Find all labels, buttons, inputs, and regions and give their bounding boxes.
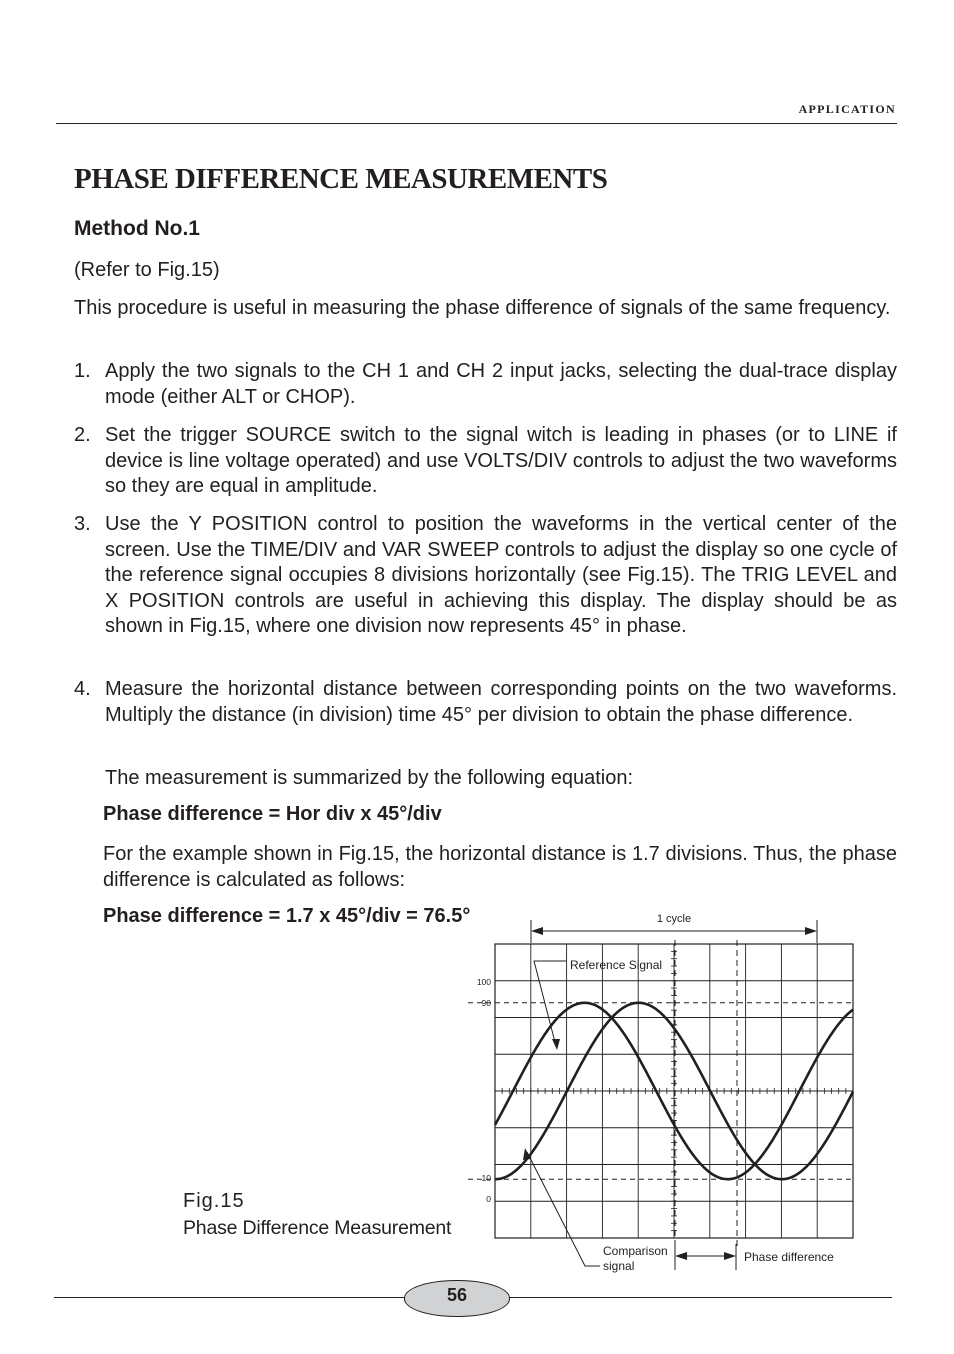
comparison-label-line2: signal — [603, 1259, 635, 1273]
step-number: 3. — [74, 513, 91, 535]
y-tick-label: 100 — [476, 977, 491, 987]
graticule-grid — [468, 940, 853, 1246]
phase-difference-label: Phase difference — [744, 1250, 834, 1264]
step-text: Set the trigger SOURCE switch to the signal witch is leading in phases (or to LINE if device is line voltage operated) and use VOLTS/DIV controls to adjust the two waveforms so they are equal in amplitude. — [105, 424, 897, 497]
step-text: Use the Y POSITION control to position the waveforms in the vertical center of the screen. Use the TIME/DIV and VAR SWEEP controls to adjust the display so one cycle of the reference signal occupies 8 divisions horizontally (see Fig.15). The TRIG LEVEL and X POSITION controls are useful in achieving this display. The display should be as shown in Fig.15, where one division now represents 45° in phase. — [105, 513, 897, 637]
figure-number: Fig.15 — [183, 1190, 245, 1212]
y-tick-label: 0 — [486, 1194, 491, 1204]
phase-arrowhead-left — [675, 1252, 687, 1260]
page-title: PHASE DIFFERENCE MEASUREMENTS — [74, 163, 608, 195]
equation-example: Phase difference = 1.7 x 45°/div = 76.5° — [103, 905, 471, 927]
page-number: 56 — [446, 1285, 468, 1305]
step-text: Measure the horizontal distance between corresponding points on the two waveforms. Multiply the distance (in division) time 45° per division to obtain the phase difference. — [105, 678, 897, 726]
y-tick-label: 10 — [481, 1173, 491, 1183]
figure-caption: Phase Difference Measurement — [183, 1217, 452, 1239]
step-text: Apply the two signals to the CH 1 and CH 2 input jacks, selecting the dual-trace display mode (either ALT or CHOP). — [105, 360, 897, 408]
arrowhead-right — [805, 927, 817, 935]
equation-general: Phase difference = Hor div x 45°/div — [103, 803, 442, 825]
cycle-label: 1 cycle — [656, 913, 692, 925]
arrowhead-left — [531, 927, 543, 935]
reference-arrowhead — [552, 1039, 560, 1050]
example-paragraph: For the example shown in Fig.15, the horizontal distance is 1.7 divisions. Thus, the phase difference is calculated as follows: — [103, 843, 897, 891]
comparison-leader — [527, 1152, 600, 1266]
comparison-label: Comparison — [603, 1244, 668, 1258]
phase-arrowhead-right — [724, 1252, 736, 1260]
y-tick-label: 90 — [481, 998, 491, 1008]
step-number: 2. — [74, 424, 91, 446]
figure-reference: (Refer to Fig.15) — [74, 259, 220, 281]
method-heading: Method No.1 — [74, 217, 200, 240]
step-number: 1. — [74, 360, 91, 382]
summary-text: The measurement is summarized by the following equation: — [105, 767, 634, 789]
section-header: APPLICATION — [798, 102, 896, 116]
reference-signal-label: Reference Signal — [570, 958, 663, 972]
intro-paragraph: This procedure is useful in measuring the phase difference of signals of the same frequency. — [74, 297, 891, 319]
reference-leader — [534, 961, 566, 1046]
step-number: 4. — [74, 678, 91, 700]
